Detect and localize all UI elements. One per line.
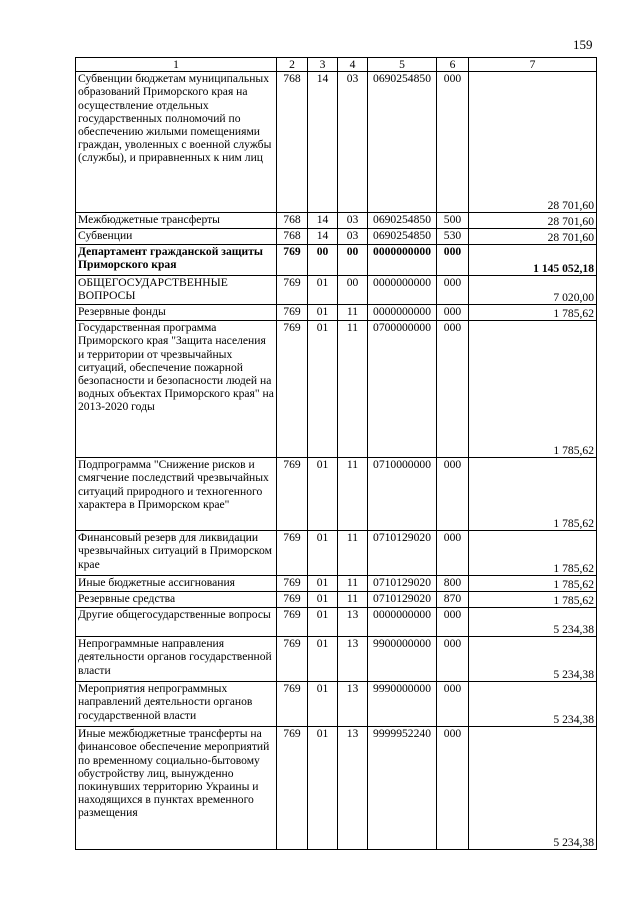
section-code: 01	[308, 321, 338, 458]
target-article-code: 0710129020	[368, 592, 437, 608]
table-row	[76, 592, 597, 608]
item-name: Иные бюджетные ассигнования	[76, 576, 277, 592]
item-name: Департамент гражданской защиты Приморского края	[76, 245, 277, 276]
column-number: 7	[469, 58, 597, 72]
section-code: 01	[308, 458, 338, 531]
expense-type-code: 500	[437, 213, 469, 229]
amount: 1 785,62	[469, 321, 597, 458]
amount: 5 234,38	[469, 608, 597, 637]
ministry-code: 768	[277, 213, 308, 229]
subsection-code: 03	[338, 229, 368, 245]
table-row	[76, 576, 597, 592]
amount: 7 020,00	[469, 276, 597, 305]
table-row	[76, 682, 597, 727]
section-code: 01	[308, 276, 338, 305]
target-article-code: 0690254850	[368, 213, 437, 229]
ministry-code: 769	[277, 608, 308, 637]
page-number: 159	[573, 37, 593, 52]
amount: 5 234,38	[469, 637, 597, 682]
ministry-code: 769	[277, 276, 308, 305]
subsection-code: 13	[338, 637, 368, 682]
item-name: Резервные фонды	[76, 305, 277, 321]
ministry-code: 769	[277, 321, 308, 458]
ministry-code: 769	[277, 245, 308, 276]
ministry-code: 769	[277, 576, 308, 592]
section-code: 01	[308, 637, 338, 682]
table-row	[76, 458, 597, 531]
target-article-code: 0710129020	[368, 531, 437, 576]
subsection-code: 11	[338, 531, 368, 576]
table-row	[76, 608, 597, 637]
expense-type-code: 000	[437, 458, 469, 531]
ministry-code: 769	[277, 531, 308, 576]
ministry-code: 769	[277, 458, 308, 531]
table-row	[76, 229, 597, 245]
expense-type-code: 870	[437, 592, 469, 608]
amount: 28 701,60	[469, 72, 597, 213]
subsection-code: 00	[338, 245, 368, 276]
table-row	[76, 637, 597, 682]
subsection-code: 03	[338, 213, 368, 229]
target-article-code: 9990000000	[368, 682, 437, 727]
column-number: 2	[277, 58, 308, 72]
ministry-code: 769	[277, 727, 308, 850]
ministry-code: 769	[277, 305, 308, 321]
table-row	[76, 727, 597, 850]
ministry-code: 768	[277, 229, 308, 245]
item-name: Межбюджетные трансферты	[76, 213, 277, 229]
column-number: 4	[338, 58, 368, 72]
expense-type-code: 000	[437, 682, 469, 727]
expense-type-code: 000	[437, 72, 469, 213]
column-number: 6	[437, 58, 469, 72]
expense-type-code: 000	[437, 305, 469, 321]
section-code: 01	[308, 592, 338, 608]
column-number: 3	[308, 58, 338, 72]
target-article-code: 0690254850	[368, 229, 437, 245]
target-article-code: 0700000000	[368, 321, 437, 458]
expense-type-code: 000	[437, 531, 469, 576]
table-row	[76, 72, 597, 213]
item-name: Непрограммные направления деятельности органов государственной власти	[76, 637, 277, 682]
item-name: Финансовый резерв для ликвидации чрезвычайных ситуаций в Приморском крае	[76, 531, 277, 576]
subsection-code: 13	[338, 608, 368, 637]
subsection-code: 03	[338, 72, 368, 213]
amount: 1 785,62	[469, 592, 597, 608]
target-article-code: 0000000000	[368, 305, 437, 321]
amount: 1 785,62	[469, 458, 597, 531]
ministry-code: 769	[277, 592, 308, 608]
budget-table	[75, 57, 597, 850]
section-code: 01	[308, 531, 338, 576]
table-row	[76, 531, 597, 576]
expense-type-code: 000	[437, 608, 469, 637]
amount: 5 234,38	[469, 682, 597, 727]
column-number-row	[76, 58, 597, 72]
item-name: Субвенции бюджетам муниципальных образований Приморского края на осуществление отдельных государственных полномочий по обеспечению жилыми помещениями граждан, уволенных с военной службы (службы), и приравненных к ним лиц	[76, 72, 277, 213]
section-code: 01	[308, 305, 338, 321]
section-code: 14	[308, 72, 338, 213]
ministry-code: 769	[277, 637, 308, 682]
target-article-code: 0710000000	[368, 458, 437, 531]
item-name: Иные межбюджетные трансферты на финансовое обеспечение мероприятий по временному социально-бытовому обустройству лиц, вынужденно покинувших территорию Украины и находящихся в пунктах временного размещения	[76, 727, 277, 850]
amount: 28 701,60	[469, 229, 597, 245]
section-code: 01	[308, 608, 338, 637]
target-article-code: 0690254850	[368, 72, 437, 213]
item-name: Государственная программа Приморского края "Защита населения и территории от чрезвычайных ситуаций, обеспечение пожарной безопасности и безопасности людей на водных объектах Приморского края" на 2013-2020 годы	[76, 321, 277, 458]
expense-type-code: 000	[437, 727, 469, 850]
section-code: 14	[308, 213, 338, 229]
target-article-code: 9900000000	[368, 637, 437, 682]
expense-type-code: 530	[437, 229, 469, 245]
section-code: 01	[308, 682, 338, 727]
amount: 1 785,62	[469, 576, 597, 592]
amount: 1 785,62	[469, 531, 597, 576]
subsection-code: 13	[338, 682, 368, 727]
target-article-code: 9999952240	[368, 727, 437, 850]
table-row	[76, 321, 597, 458]
subsection-code: 11	[338, 305, 368, 321]
column-number: 1	[76, 58, 277, 72]
target-article-code: 0000000000	[368, 245, 437, 276]
amount: 5 234,38	[469, 727, 597, 850]
table-row	[76, 213, 597, 229]
subsection-code: 11	[338, 592, 368, 608]
ministry-code: 769	[277, 682, 308, 727]
subsection-code: 13	[338, 727, 368, 850]
amount: 1 785,62	[469, 305, 597, 321]
section-code: 14	[308, 229, 338, 245]
table-row	[76, 276, 597, 305]
expense-type-code: 000	[437, 637, 469, 682]
column-number: 5	[368, 58, 437, 72]
subsection-code: 11	[338, 321, 368, 458]
subsection-code: 11	[338, 576, 368, 592]
expense-type-code: 000	[437, 276, 469, 305]
table-row	[76, 305, 597, 321]
item-name: Субвенции	[76, 229, 277, 245]
amount: 1 145 052,18	[469, 245, 597, 276]
target-article-code: 0000000000	[368, 608, 437, 637]
expense-type-code: 000	[437, 321, 469, 458]
section-code: 01	[308, 576, 338, 592]
item-name: Резервные средства	[76, 592, 277, 608]
item-name: ОБЩЕГОСУДАРСТВЕННЫЕ ВОПРОСЫ	[76, 276, 277, 305]
expense-type-code: 800	[437, 576, 469, 592]
amount: 28 701,60	[469, 213, 597, 229]
subsection-code: 00	[338, 276, 368, 305]
section-code: 00	[308, 245, 338, 276]
item-name: Мероприятия непрограммных направлений деятельности органов государственной власти	[76, 682, 277, 727]
subsection-code: 11	[338, 458, 368, 531]
expense-type-code: 000	[437, 245, 469, 276]
section-code: 01	[308, 727, 338, 850]
item-name: Подпрограмма "Снижение рисков и смягчение последствий чрезвычайных ситуаций природного и техногенного характера в Приморском крае"	[76, 458, 277, 531]
target-article-code: 0710129020	[368, 576, 437, 592]
target-article-code: 0000000000	[368, 276, 437, 305]
item-name: Другие общегосударственные вопросы	[76, 608, 277, 637]
table-row	[76, 245, 597, 276]
ministry-code: 768	[277, 72, 308, 213]
